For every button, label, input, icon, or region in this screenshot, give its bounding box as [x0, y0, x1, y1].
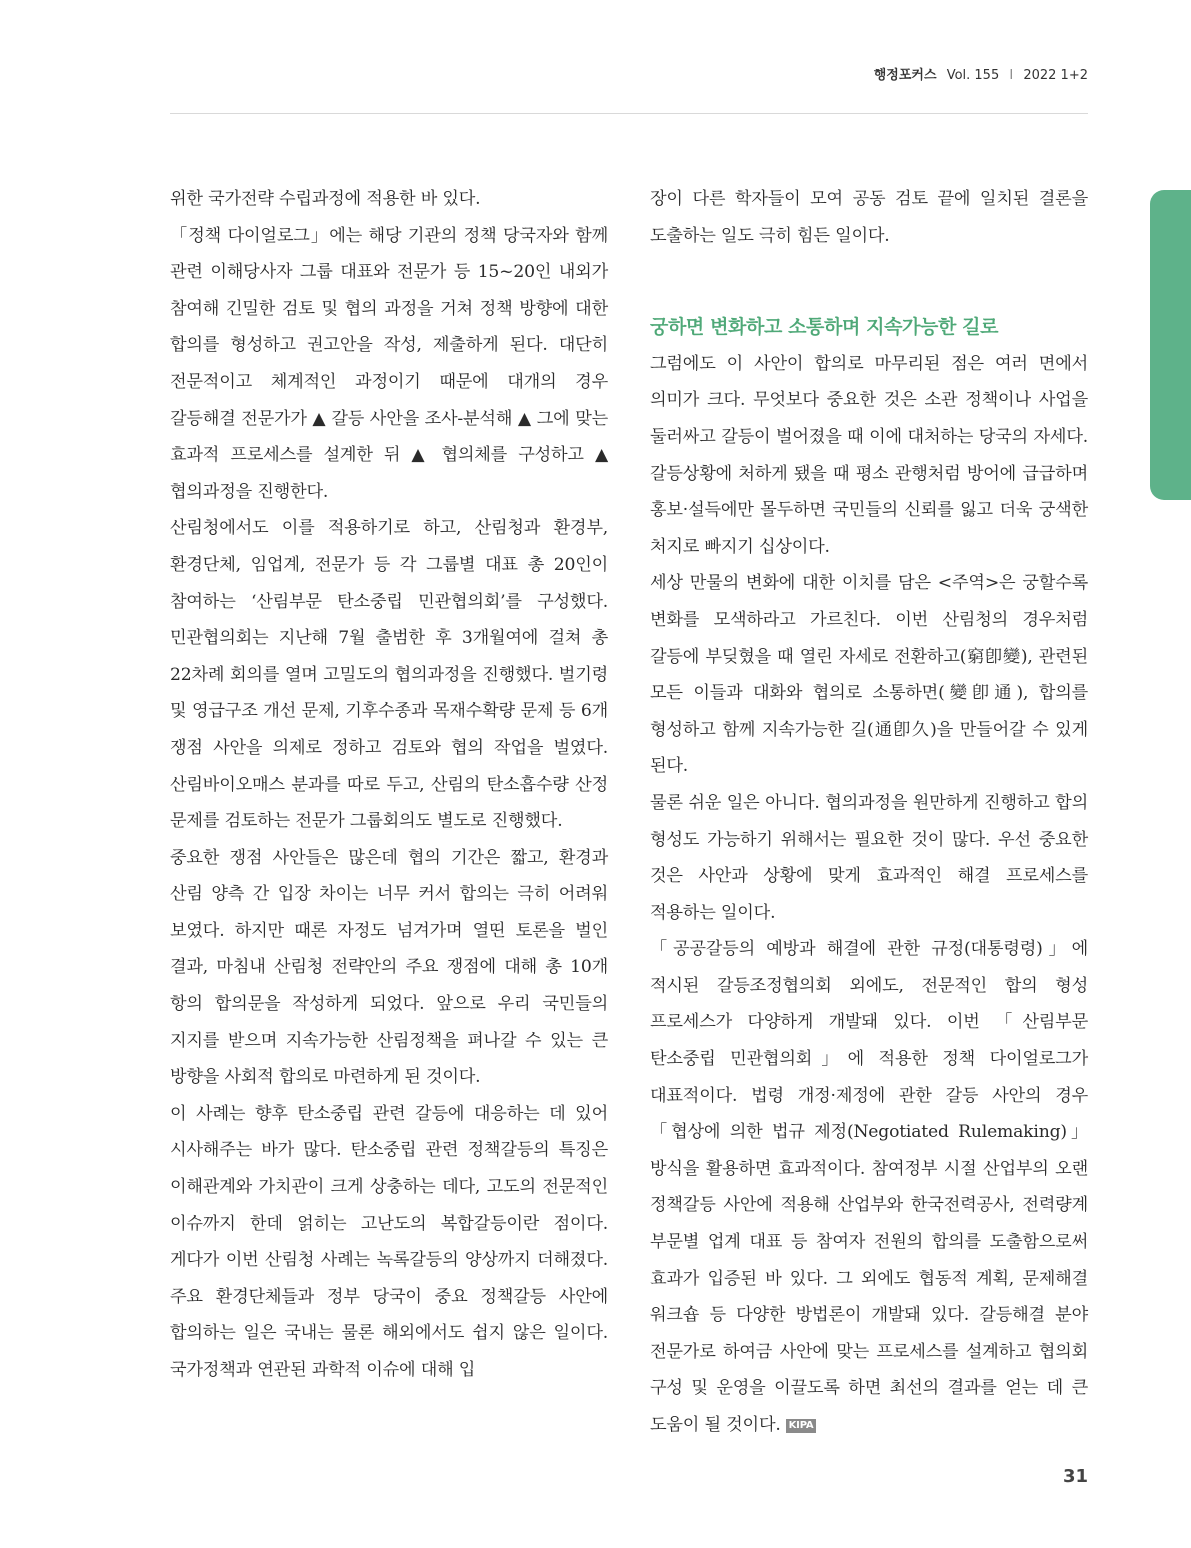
paragraph: 중요한 쟁점 사안들은 많은데 협의 기간은 짧고, 환경과 산림 양측 간 입장 차이는 너무 커서 합의는 극히 어려워 보였다. 하지만 때론 자정도 넘겨가며 열띤 토론을 벌인 결과, 마침내 산림청 전략안의 주요 쟁점에 대해 총 10개 항의 합의문을 작성하게 되었다. 앞으로 우리 국민들의 지지를 받으며 지속가능한 산림정책을 펴나갈 수 있는 큰 방향을 사회적 합의로 마련하게 된 것이다.	[170, 847, 608, 1088]
issue-label: 2022 1+2	[1023, 68, 1088, 83]
header-rule	[170, 113, 1088, 114]
header-divider: I	[1009, 68, 1014, 83]
right-column	[650, 181, 1088, 1444]
paragraph: 위한 국가전략 수립과정에 적용한 바 있다.	[170, 189, 481, 209]
final-paragraph-text: 「공공갈등의 예방과 해결에 관한 규정(대통령령)」에 적시된 갈등조정협의회 외에도, 전문적인 합의 형성 프로세스가 다양하게 개발돼 있다. 이번 「산림부문 탄소중립 민관협의회」에 적용한 정책 다이얼로그가 대표적이다. 법령 개정·제정에 관한 갈등 사안의 경우 「협상에 의한 법규 제정(Negotiated Rulemaking)」 방식을 활용하면 효과적이다. 참여정부 시절 산업부의 오랜 정책갈등 사안에 적용해 산업부와 한국전력공사, 전력량계 부문별 업계 대표 등 참여자 전원의 합의를 도출함으로써 효과가 입증된 바 있다. 그 외에도 협동적 계획, 문제해결 워크숍 등 다양한 방법론이 개발돼 있다. 갈등해결 분야 전문가로 하여금 사안에 맞는 프로세스를 설계하고 협의회 구성 및 운영을 이끌도록 하면 최선의 결과를 얻는 데 큰 도움이 될 것이다.	[650, 939, 1088, 1435]
left-column	[170, 181, 608, 1389]
paragraph-final	[650, 931, 1088, 1443]
volume-label: Vol. 155	[946, 68, 1000, 83]
section-gap	[650, 254, 1088, 309]
page-number: 31	[1062, 1466, 1088, 1487]
paragraph: 「정책 다이얼로그」에는 해당 기관의 정책 당국자와 함께 관련 이해당사자 그룹 대표와 전문가 등 15~20인 내외가 참여해 긴밀한 검토 및 협의 과정을 거쳐 정책 방향에 대한 합의를 형성하고 권고안을 작성, 제출하게 된다. 대단히 전문적이고 체계적인 과정이기 때문에 대개의 경우 갈등해결 전문가가 ▲ 갈등 사안을 조사-분석해 ▲ 그에 맞는 효과적 프로세스를 설계한 뒤 ▲ 협의체를 구성하고 ▲ 협의과정을 진행한다.	[170, 225, 608, 502]
paragraph: 장이 다른 학자들이 모여 공동 검토 끝에 일치된 결론을 도출하는 일도 극히 힘든 일이다.	[650, 189, 1088, 246]
paragraph: 물론 쉬운 일은 아니다. 협의과정을 원만하게 진행하고 합의 형성도 가능하기 위해서는 필요한 것이 많다. 우선 중요한 것은 사안과 상황에 맞게 효과적인 해결 프로세스를 적용하는 일이다.	[650, 792, 1088, 923]
section-side-tab	[1150, 190, 1191, 500]
paragraph: 이 사례는 향후 탄소중립 관련 갈등에 대응하는 데 있어 시사해주는 바가 많다. 탄소중립 관련 정책갈등의 특징은 이해관계와 가치관이 크게 상충하는 데다, 고도의 전문적인 이슈까지 한데 얽히는 고난도의 복합갈등이란 점이다. 게다가 이번 산림청 사례는 녹록갈등의 양상까지 더해졌다. 주요 환경단체들과 정부 당국이 중요 정책갈등 사안에 합의하는 일은 국내는 물론 해외에서도 쉽지 않은 일이다. 국가정책과 연관된 과학적 이슈에 대해 입	[170, 1103, 608, 1380]
publication-name: 행정포커스	[873, 68, 937, 83]
paragraph: 산림청에서도 이를 적용하기로 하고, 산림청과 환경부, 환경단체, 임업계, 전문가 등 각 그룹별 대표 총 20인이 참여하는 ‘산림부문 탄소중립 민관협의회’를 구성했다. 민관협의회는 지난해 7월 출범한 후 3개월여에 걸쳐 총 22차례 회의를 열며 고밀도의 협의과정을 진행했다. 벌기령 및 영급구조 개선 문제, 기후수종과 목재수확량 문제 등 6개 쟁점 사안을 의제로 정하고 검토와 협의 작업을 벌였다. 산림바이오매스 분과를 따로 두고, 산림의 탄소흡수량 산정 문제를 검토하는 전문가 그룹회의도 별도로 진행했다.	[170, 518, 608, 832]
paragraph: 세상 만물의 변화에 대한 이치를 담은 <주역>은 궁할수록 변화를 모색하라고 가르친다. 이번 산림청의 경우처럼 갈등에 부딪혔을 때 열린 자세로 전환하고(窮卽變), 관련된 모든 이들과 대화와 협의로 소통하면(變卽通), 합의를 형성하고 함께 지속가능한 길(通卽久)을 만들어갈 수 있게 된다.	[650, 573, 1088, 777]
section-heading: 궁하면 변화하고 소통하며 지속가능한 길로	[650, 316, 999, 339]
kipa-badge: KIPA	[786, 1419, 817, 1433]
paragraph: 그럼에도 이 사안이 합의로 마무리된 점은 여러 면에서 의미가 크다. 무엇보다 중요한 것은 소관 정책이나 사업을 둘러싸고 갈등이 벌어졌을 때 이에 대처하는 당국의 자세다. 갈등상황에 처하게 됐을 때 평소 관행처럼 방어에 급급하며 홍보·설득에만 몰두하면 국민들의 신뢰를 잃고 더욱 궁색한 처지로 빠지기 십상이다.	[650, 353, 1088, 557]
running-header	[874, 64, 1088, 83]
